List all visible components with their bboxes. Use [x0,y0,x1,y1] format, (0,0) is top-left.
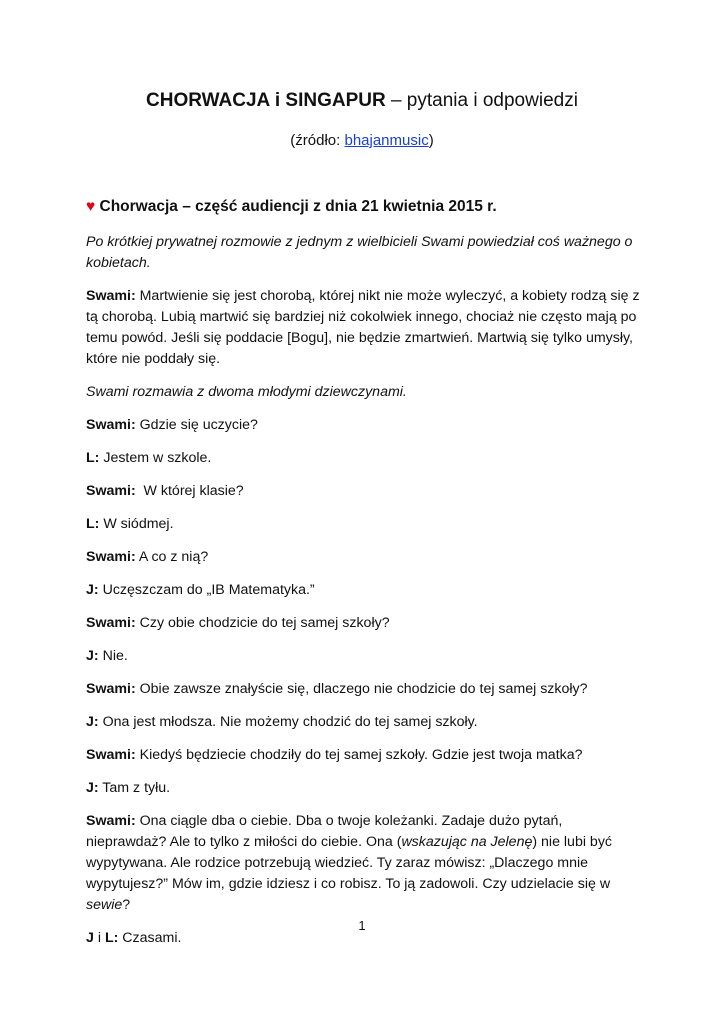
speaker-joiner: i [93,930,105,946]
speaker-label: Swami: [86,615,136,631]
dialogue-text: W której klasie? [135,483,244,499]
dialogue-text: Kiedyś będziecie chodziły do tej samej szkoły. Gdzie jest twoja matka? [135,747,583,763]
source-prefix: (źródło: [290,132,345,149]
dialogue-text: Jestem w szkole. [99,450,212,466]
section-heading-text: Chorwacja – część audiencji z dnia 21 kwietnia 2015 r. [95,198,497,215]
dialogue-text: Uczęszczam do „IB Matematyka.” [98,582,315,598]
dialogue-text: Ona jest młodsza. Nie możemy chodzić do tej samej szkoły. [98,714,478,730]
dialogue-text: Czasami. [118,930,182,946]
dialogue-line [86,580,646,601]
paragraph-text: ? [122,897,131,913]
document-body [86,196,646,961]
speaker-label: J: [86,648,99,664]
intro-paragraph: Po krótkiej prywatnej rozmowie z jednym z wielbicieli Swami powiedział coś ważnego o kobietach. [86,234,633,271]
title-bold-part: CHORWACJA i SINGAPUR [146,90,386,111]
narration-paragraph: Swami rozmawia z dwoma młodymi dziewczynami. [86,384,407,400]
speaker-label: Swami: [86,813,136,829]
source-line [0,130,724,152]
source-suffix: ) [428,132,434,149]
dialogue-line [86,448,646,469]
dialogue-line [86,547,646,568]
dialogue-line [86,514,646,535]
source-link[interactable]: bhajanmusic [344,132,429,149]
speaker-label: Swami: [86,681,136,697]
speaker-label: L: [86,516,100,532]
speaker-label: J [86,930,94,946]
speaker-label: Swami: [86,549,136,565]
dialogue-text: A co z nią? [135,549,209,565]
dialogue-text: Gdzie się uczycie? [135,417,258,433]
paragraph-text: Martwienie się jest chorobą, której nikt nie może wyleczyć, a kobiety rodzą się z tą chorobą. Lubią martwić się bardziej niż cokolwiek innego, chociaż nie często mają po temu powód. Jeśli się poddacie [Bogu], nie będzie zmartwień. Martwią się tylko umysły, które nie poddały się. [86,288,640,367]
dialogue-line [86,415,646,436]
heart-icon: ♥ [86,198,96,215]
dialogue-paragraph [86,811,646,916]
dialogue-line [86,778,646,799]
dialogue-text: Tam z tyłu. [98,780,171,796]
speaker-label: Swami: [86,417,136,433]
section-heading [86,196,646,218]
dialogue-text: W siódmej. [99,516,174,532]
dialogue-paragraph [86,286,646,370]
dialogue-text: Czy obie chodzicie do tej samej szkoły? [135,615,390,631]
italic-aside: wskazując na Jelenę [401,834,533,850]
title-rest: – pytania i odpowiedzi [385,90,578,111]
dialogue-line [86,613,646,634]
speaker-label: Swami: [86,747,136,763]
speaker-label: J: [86,780,99,796]
page-number: 1 [358,918,366,933]
dialogue-text: Obie zawsze znałyście się, dlaczego nie chodzicie do tej samej szkoły? [135,681,588,697]
speaker-label: L: [86,450,100,466]
dialogue-text: Nie. [98,648,128,664]
dialogue-line [86,646,646,667]
paragraph-text: Ona ciągle dba o ciebie. Dba o twoje koleżanki. Zadaje dużo pytań, nieprawdaż? Ale to tylko z miłości do ciebie. Ona ( [86,813,563,850]
speaker-label: Swami: [86,483,136,499]
dialogue-line [86,679,646,700]
dialogue-line [86,745,646,766]
speaker-label: J: [86,714,99,730]
italic-term: sewie [86,897,123,913]
speaker-label: L: [104,930,119,946]
dialogue-line [86,712,646,733]
speaker-label: J: [86,582,99,598]
paragraph-text: ) nie lubi być wypytywana. Ale rodzice potrzebują wiedzieć. Ty zaraz mówisz: „Dlaczego mnie wypytujesz?” Mów im, gdzie idziesz i co robisz. To ją zadowoli. Czy udzielacie się w [86,834,613,892]
speaker-label: Swami: [86,288,136,304]
dialogue-line [86,481,646,502]
document-title [0,88,724,114]
